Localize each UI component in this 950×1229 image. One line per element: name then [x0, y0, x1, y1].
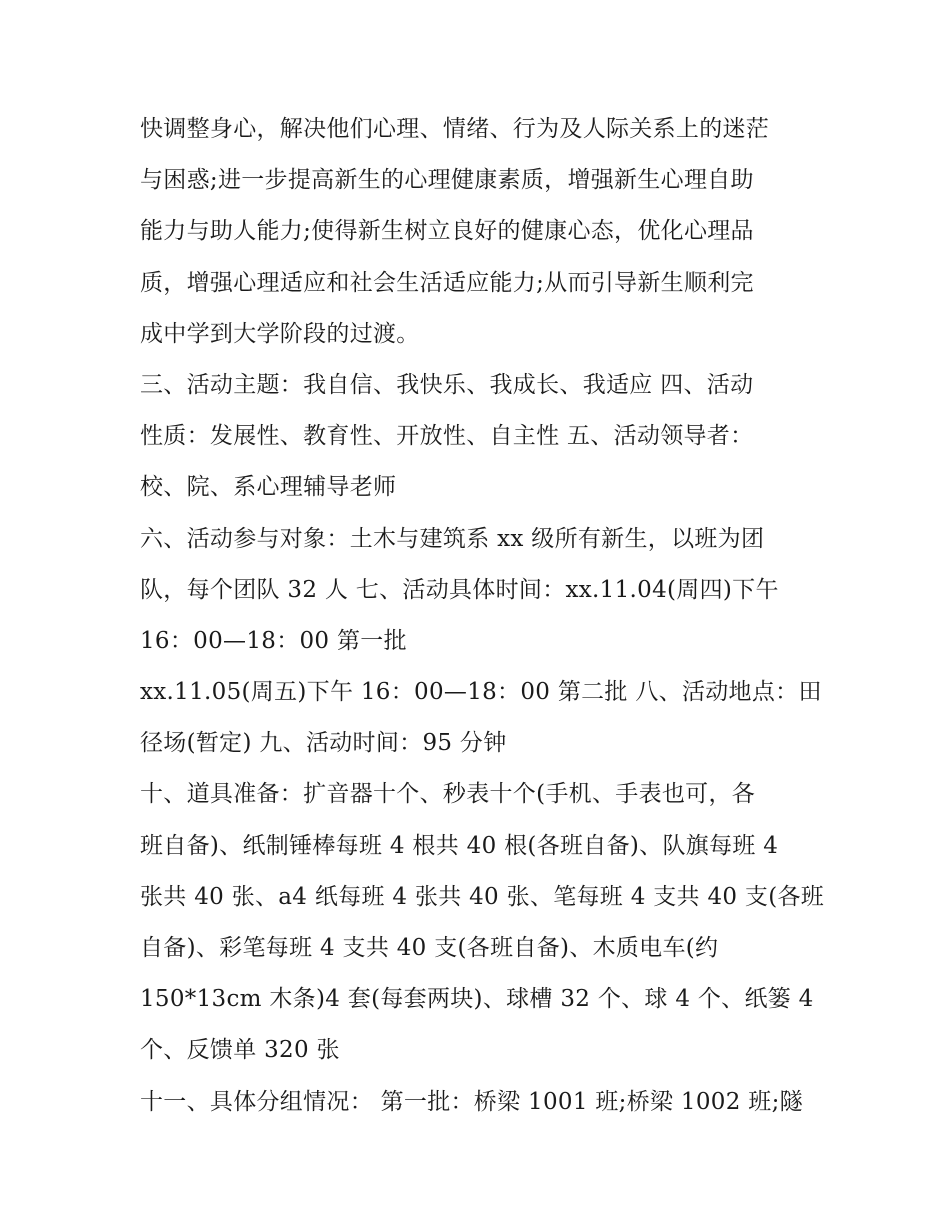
- text-line: 与困惑;进一步提高新生的心理健康素质，增强新生心理自助: [140, 167, 754, 194]
- text-line: 队，每个团队 32 人 七、活动具体时间：xx.11.04(周四)下午: [140, 576, 779, 603]
- text-line: 张共 40 张、a4 纸每班 4 张共 40 张、笔每班 4 支共 40 支(各班: [140, 883, 825, 910]
- text-line: 能力与助人能力;使得新生树立良好的健康心态，优化心理品: [140, 218, 754, 245]
- text-line: 三、活动主题：我自信、我快乐、我成长、我适应 四、活动: [140, 371, 754, 398]
- text-line: 十一、具体分组情况： 第一批：桥梁 1001 班;桥梁 1002 班;隧: [140, 1088, 803, 1115]
- text-line: 自备)、彩笔每班 4 支共 40 支(各班自备)、木质电车(约: [140, 935, 719, 961]
- text-line: 质，增强心理适应和社会生活适应能力;从而引导新生顺利完: [140, 269, 754, 296]
- text-line: xx.11.05(周五)下午 16：00—18：00 第二批 八、活动地点：田: [140, 679, 822, 706]
- text-line: 成中学到大学阶段的过渡。: [140, 320, 420, 347]
- text-line: 六、活动参与对象：土木与建筑系 xx 级所有新生，以班为团: [140, 525, 765, 552]
- document-body: [140, 104, 825, 1128]
- text-line: 十、道具准备：扩音器十个、秒表十个(手机、手表也可，各: [140, 781, 756, 808]
- text-line: 性质：发展性、教育性、开放性、自主性 五、活动领导者：: [140, 423, 754, 450]
- text-line: 班自备)、纸制锤棒每班 4 根共 40 根(各班自备)、队旗每班 4: [140, 832, 779, 859]
- text-line: 径场(暂定) 九、活动时间：95 分钟: [140, 730, 507, 757]
- text-line: 个、反馈单 320 张: [140, 1037, 340, 1064]
- text-line: 150*13cm 木条)4 套(每套两块)、球槽 32 个、球 4 个、纸篓 4: [140, 986, 814, 1013]
- text-line: 16：00—18：00 第一批: [140, 627, 407, 654]
- text-line: 快调整身心，解决他们心理、情绪、行为及人际关系上的迷茫: [140, 116, 770, 142]
- text-line: 校、院、系心理辅导老师: [140, 474, 397, 501]
